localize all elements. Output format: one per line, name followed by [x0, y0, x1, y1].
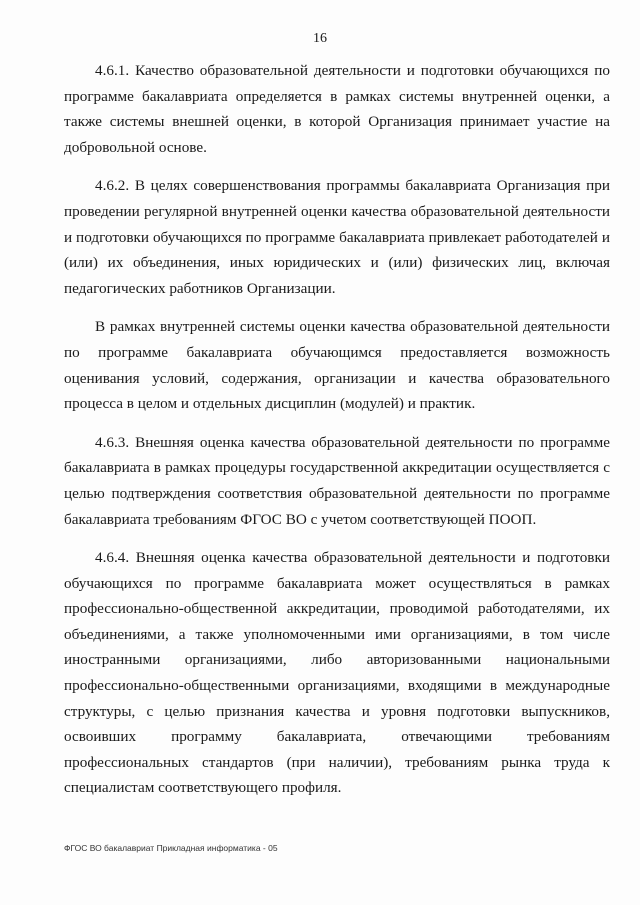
paragraph-internal-assessment: В рамках внутренней системы оценки качества образовательной деятельности по программе бакалавриата обучающимся предоставляется возможность оценивания условий, содержания, организации и качества образовательного процесса в целом и отдельных дисциплин (модулей) и практик. — [64, 318, 610, 413]
page-number: 16 — [313, 31, 327, 46]
page-footer: ФГОС ВО бакалавриат Прикладная информатика - 05 — [64, 843, 278, 853]
paragraph-4-6-3: 4.6.3. Внешняя оценка качества образовательной деятельности по программе бакалавриата в рамках процедуры государственной аккредитации осуществляется с целью подтверждения соответствия образовательной деятельности по программе бакалавриата требованиям ФГОС ВО с учетом соответствующей ПООП. — [64, 433, 610, 528]
paragraph-4-6-2: 4.6.2. В целях совершенствования программы бакалавриата Организация при проведении регулярной внутренней оценки качества образовательной деятельности и подготовки обучающихся по программе бакалавриата привлекает работодателей и (или) их объединения, иных юридических и (или) физических лиц, включая педагогических работников Организации. — [64, 177, 610, 297]
paragraph-4-6-4: 4.6.4. Внешняя оценка качества образовательной деятельности и подготовки обучающихся по программе бакалавриата может осуществляться в рамках профессионально-общественной аккредитации, проводимой работодателями, их объединениями, а также уполномоченными ими организациями, в том числе иностранными организациями, либо авторизованными национальными профессионально-общественными организациями, входящими в международные структуры, с целью признания качества и уровня подготовки выпускников, освоивших программу бакалавриата, отвечающими требованиям профессиональных стандартов (при наличии), требованиям рынка труда к специалистам соответствующего профиля. — [64, 549, 610, 797]
document-body — [64, 58, 610, 801]
paragraph-4-6-1: 4.6.1. Качество образовательной деятельности и подготовки обучающихся по программе бакалавриата определяется в рамках системы внутренней оценки, а также системы внешней оценки, в которой Организация принимает участие на добровольной основе. — [64, 62, 610, 156]
